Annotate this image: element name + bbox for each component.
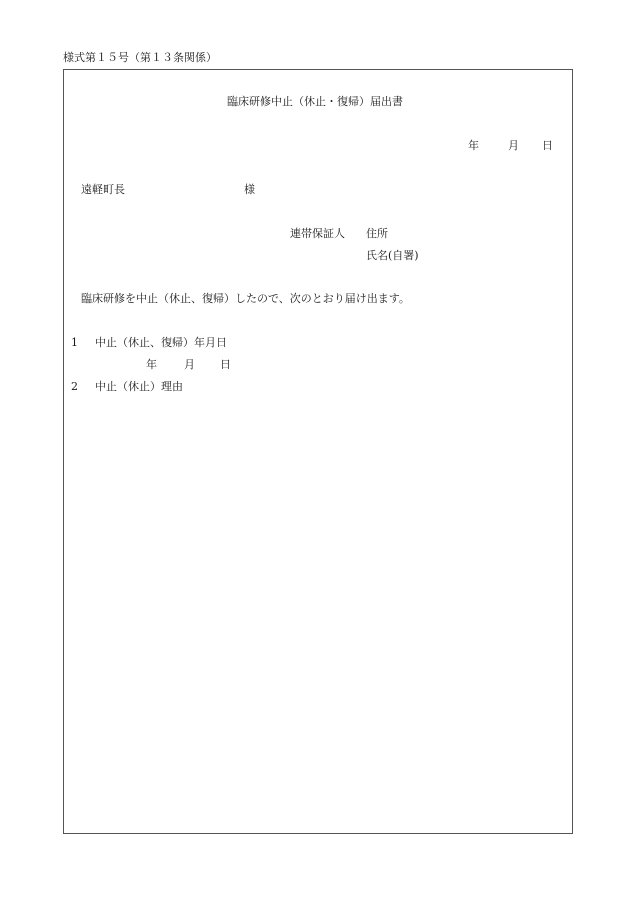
item-number: 1: [71, 336, 78, 349]
document-title: 臨床研修中止（休止・復帰）届出書: [227, 95, 403, 108]
date-day-label: 日: [542, 139, 553, 152]
item-label-suspension-date: 中止（休止、復帰）年月日: [95, 336, 227, 349]
address-label: 住所: [366, 227, 388, 240]
item-number: 2: [71, 380, 78, 393]
item-date-month-label: 月: [184, 358, 195, 371]
addressee-honorific: 様: [244, 183, 255, 196]
item-date-day-label: 日: [220, 358, 231, 371]
date-month-label: 月: [508, 139, 519, 152]
guarantor-label: 連帯保証人: [290, 227, 345, 240]
item-date-year-label: 年: [146, 358, 157, 371]
form-number: 様式第１５号（第１３条関係）: [63, 51, 217, 64]
addressee-name: 遠軽町長: [81, 183, 125, 196]
form-frame: [63, 69, 573, 834]
signature-name-label: 氏名(自署): [366, 249, 419, 262]
statement-text: 臨床研修を中止（休止、復帰）したので、次のとおり届け出ます。: [81, 292, 410, 305]
date-year-label: 年: [468, 139, 479, 152]
item-label-suspension-reason: 中止（休止）理由: [95, 380, 183, 393]
